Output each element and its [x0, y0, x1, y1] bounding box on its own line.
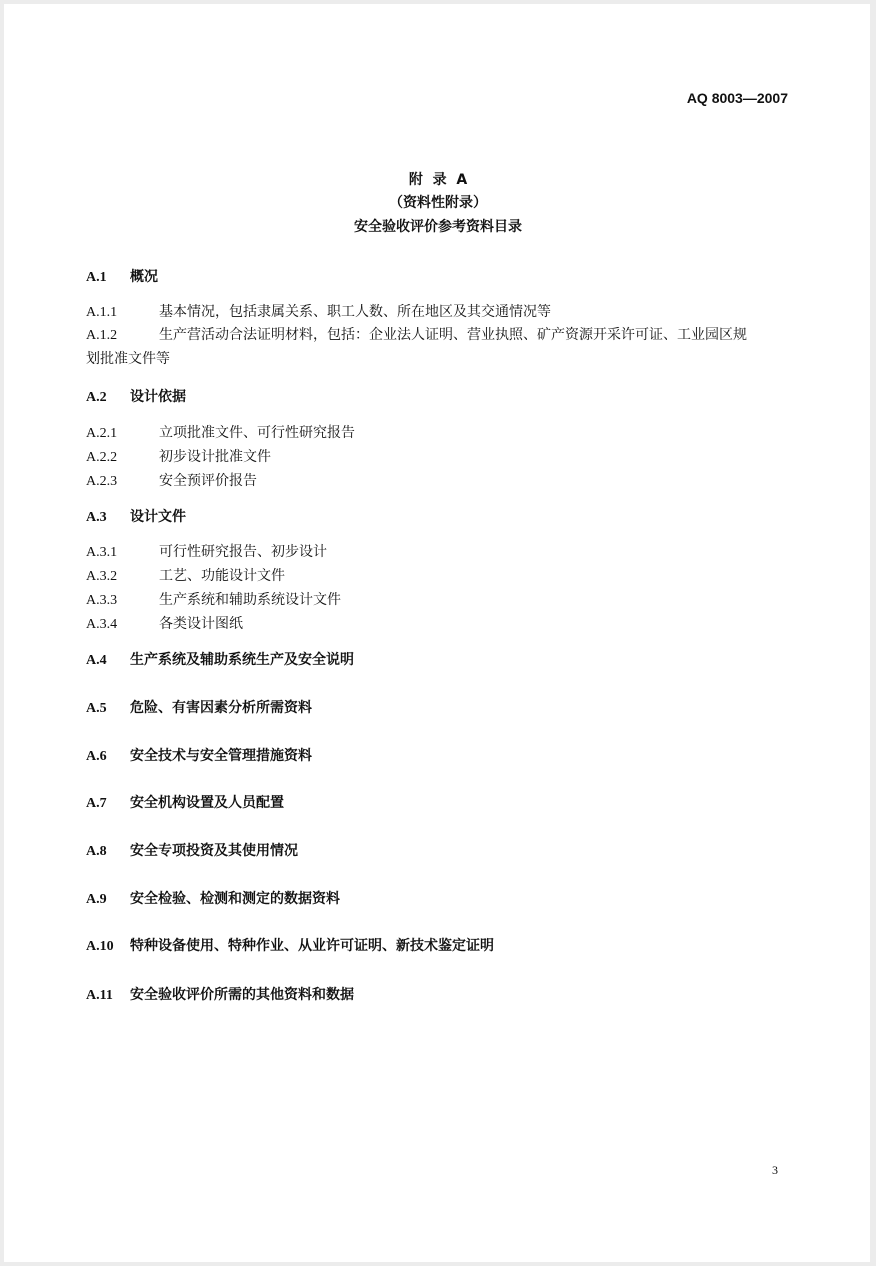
item-number: A.6: [86, 749, 107, 764]
list-item: [86, 326, 747, 345]
item-text: 工艺、功能设计文件: [159, 568, 285, 584]
list-item: [86, 615, 243, 634]
document-title: 安全验收评价参考资料目录: [354, 219, 522, 235]
item-number: A.9: [86, 892, 107, 907]
item-number: A.10: [86, 939, 114, 954]
section-heading: [86, 890, 340, 909]
item-number: A.1.1: [86, 305, 118, 320]
item-text: 安全验收评价所需的其他资料和数据: [130, 987, 354, 1003]
item-number: A.2.2: [86, 450, 118, 465]
item-text: 可行性研究报告、初步设计: [159, 544, 327, 560]
item-number: A.2.3: [86, 474, 118, 489]
item-text: 安全检验、检测和测定的数据资料: [130, 891, 340, 907]
list-item: [86, 591, 341, 610]
item-number: A.3.1: [86, 545, 118, 560]
item-text: 危险、有害因素分析所需资料: [130, 700, 312, 716]
section-heading: [86, 842, 298, 861]
list-item: [86, 543, 327, 562]
item-number: A.3.3: [86, 593, 118, 608]
standard-code: AQ 8003—2007: [686, 90, 788, 106]
section-heading: [86, 747, 312, 766]
annex-type: （资料性附录）: [389, 195, 487, 211]
item-number: A.3: [86, 510, 107, 525]
item-number: A.7: [86, 796, 107, 811]
item-text: 立项批准文件、可行性研究报告: [159, 425, 355, 441]
section-heading: [86, 699, 312, 718]
item-text: 安全专项投资及其使用情况: [130, 843, 298, 859]
list-item: [86, 424, 355, 443]
item-text: 划批准文件等: [86, 351, 170, 367]
item-text: 初步设计批准文件: [159, 449, 271, 465]
item-text: 特种设备使用、特种作业、从业许可证明、新技术鉴定证明: [130, 938, 494, 954]
item-text: 基本情况，包括隶属关系、职工人数、所在地区及其交通情况等: [159, 304, 551, 320]
item-number: A.4: [86, 653, 107, 668]
section-heading: [86, 268, 158, 287]
item-text: 安全技术与安全管理措施资料: [130, 748, 312, 764]
list-item: [86, 350, 170, 368]
section-heading: [86, 937, 494, 956]
item-number: A.1: [86, 270, 107, 285]
section-heading: [86, 651, 354, 670]
item-text: 概况: [130, 269, 158, 285]
section-heading: [86, 986, 354, 1005]
item-text: 设计文件: [130, 509, 186, 525]
item-text: 设计依据: [130, 389, 186, 405]
page-number: 3: [772, 1163, 778, 1177]
item-number: A.3.4: [86, 617, 118, 632]
item-text: 生产系统及辅助系统生产及安全说明: [130, 652, 354, 668]
section-heading: [86, 388, 186, 407]
list-item: [86, 472, 257, 491]
item-text: 各类设计图纸: [159, 616, 243, 632]
list-item: [86, 567, 285, 586]
annex-title: 附 录 A: [408, 172, 468, 188]
item-text: 生产营活动合法证明材料，包括：企业法人证明、营业执照、矿产资源开采许可证、工业园区规: [159, 327, 747, 343]
item-text: 生产系统和辅助系统设计文件: [159, 592, 341, 608]
section-heading: [86, 794, 284, 813]
item-number: A.8: [86, 844, 107, 859]
list-item: [86, 303, 551, 322]
item-number: A.1.2: [86, 328, 118, 343]
item-text: 安全机构设置及人员配置: [130, 795, 284, 811]
item-number: A.2: [86, 390, 107, 405]
section-heading: [86, 508, 186, 527]
item-text: 安全预评价报告: [159, 473, 257, 489]
item-number: A.2.1: [86, 426, 118, 441]
item-number: A.5: [86, 701, 107, 716]
item-number: A.3.2: [86, 569, 118, 584]
list-item: [86, 448, 271, 467]
item-number: A.11: [86, 988, 113, 1003]
